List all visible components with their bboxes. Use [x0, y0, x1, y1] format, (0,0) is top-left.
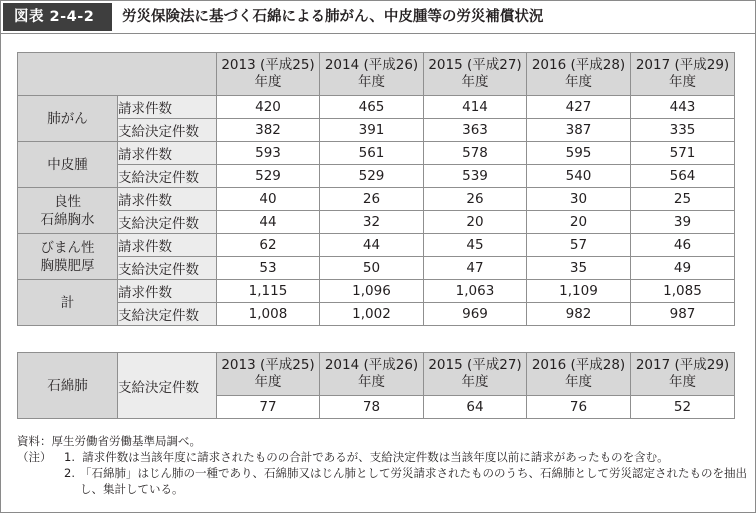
row-type-label: 支給決定件数 — [118, 211, 217, 234]
category-cell — [18, 234, 118, 280]
value-cell: 47 — [424, 257, 527, 280]
value-cell: 391 — [320, 119, 424, 142]
category-cell — [18, 142, 118, 188]
value-cell: 26 — [424, 188, 527, 211]
year-label: 2013 (平成25) — [221, 357, 315, 373]
fiscal-year-label: 年度 — [461, 74, 489, 90]
note-2-text: 「石綿肺」はじん肺の一種であり、石綿肺又はじん肺として労災請求されたもののうち、石綿肺として労災認定されたものを抽出し、集計している。 — [80, 466, 747, 496]
table-row — [18, 142, 735, 165]
value-cell: 64 — [424, 396, 527, 419]
value-cell: 987 — [631, 303, 735, 326]
value-cell: 529 — [217, 165, 320, 188]
year-header — [424, 353, 527, 396]
category-cell — [18, 280, 118, 326]
value-cell: 62 — [217, 234, 320, 257]
value-cell: 363 — [424, 119, 527, 142]
row-type-label: 請求件数 — [118, 234, 217, 257]
source-note: 資料：厚生労働省労働基準局調べ。 — [17, 434, 201, 448]
category-cell: 石綿肺 — [18, 353, 118, 419]
table-row — [18, 280, 735, 303]
value-cell: 561 — [320, 142, 424, 165]
value-cell: 540 — [527, 165, 631, 188]
value-cell: 593 — [217, 142, 320, 165]
value-cell: 46 — [631, 234, 735, 257]
value-cell: 539 — [424, 165, 527, 188]
value-cell: 414 — [424, 96, 527, 119]
category-cell — [18, 96, 118, 142]
year-label: 2014 (平成26) — [324, 57, 419, 73]
note-2-number: 2. — [64, 466, 75, 480]
header-row — [18, 353, 735, 396]
value-cell: 40 — [217, 188, 320, 211]
asbestosis-table — [17, 352, 735, 419]
note-2 — [17, 465, 747, 497]
value-cell: 564 — [631, 165, 735, 188]
fiscal-year-label: 年度 — [669, 74, 696, 90]
year-header — [217, 353, 320, 396]
value-cell: 52 — [631, 396, 735, 419]
table-body — [18, 96, 735, 326]
value-cell: 45 — [424, 234, 527, 257]
table-row — [18, 234, 735, 257]
table-row — [18, 188, 735, 211]
year-header — [631, 53, 735, 96]
category-label: 石綿胸水 — [40, 211, 95, 228]
value-cell: 49 — [631, 257, 735, 280]
figure-label: 図表 2-4-2 — [3, 3, 112, 31]
value-cell: 595 — [527, 142, 631, 165]
year-label: 2014 (平成26) — [324, 357, 419, 373]
value-cell: 387 — [527, 119, 631, 142]
value-cell: 35 — [527, 257, 631, 280]
value-cell: 1,063 — [424, 280, 527, 303]
table-row — [18, 96, 735, 119]
value-cell: 77 — [217, 396, 320, 419]
row-type-label: 支給決定件数 — [118, 119, 217, 142]
category-label: 良性 — [54, 193, 81, 210]
year-label: 2015 (平成27) — [428, 57, 522, 73]
value-cell: 1,109 — [527, 280, 631, 303]
value-cell: 26 — [320, 188, 424, 211]
row-type-label: 支給決定件数 — [118, 165, 217, 188]
value-cell: 78 — [320, 396, 424, 419]
value-cell: 1,115 — [217, 280, 320, 303]
value-cell: 335 — [631, 119, 735, 142]
header-row — [18, 53, 735, 96]
value-cell: 20 — [527, 211, 631, 234]
table-row — [18, 211, 735, 234]
value-cell: 382 — [217, 119, 320, 142]
header-corner — [18, 53, 217, 96]
value-cell: 1,008 — [217, 303, 320, 326]
value-cell: 44 — [320, 234, 424, 257]
value-cell: 427 — [527, 96, 631, 119]
table-row — [18, 257, 735, 280]
value-cell: 1,096 — [320, 280, 424, 303]
note-1-number: 1. — [64, 450, 75, 464]
compensation-table — [17, 52, 735, 326]
value-cell: 76 — [527, 396, 631, 419]
category-label: 中皮腫 — [47, 156, 88, 173]
value-cell: 420 — [217, 96, 320, 119]
note-1-text: 請求件数は当該年度に請求されたものの合計であるが、支給決定件数は当該年度以前に請求があったものを含む。 — [82, 450, 669, 464]
value-cell: 1,085 — [631, 280, 735, 303]
value-cell: 20 — [424, 211, 527, 234]
year-header — [320, 353, 424, 396]
value-cell: 39 — [631, 211, 735, 234]
category-cell — [18, 188, 118, 234]
note-lead: （注） — [17, 450, 52, 464]
category-label: 肺がん — [47, 110, 88, 127]
category-label: びまん性 — [40, 239, 95, 256]
year-header — [527, 353, 631, 396]
value-cell: 1,002 — [320, 303, 424, 326]
fiscal-year-label: 年度 — [254, 374, 282, 390]
fiscal-year-label: 年度 — [254, 74, 282, 90]
table-row — [18, 165, 735, 188]
year-header — [217, 53, 320, 96]
value-cell: 57 — [527, 234, 631, 257]
value-cell: 969 — [424, 303, 527, 326]
year-header — [320, 53, 424, 96]
notes — [17, 433, 747, 497]
fiscal-year-label: 年度 — [669, 374, 696, 390]
year-label: 2017 (平成29) — [635, 357, 730, 373]
row-type-label: 支給決定件数 — [118, 257, 217, 280]
fiscal-year-label: 年度 — [358, 374, 385, 390]
value-cell: 30 — [527, 188, 631, 211]
fiscal-year-label: 年度 — [565, 374, 592, 390]
fiscal-year-label: 年度 — [358, 74, 385, 90]
row-type-label: 支給決定件数 — [118, 303, 217, 326]
fiscal-year-label: 年度 — [565, 74, 592, 90]
year-label: 2016 (平成28) — [531, 357, 626, 373]
value-cell: 32 — [320, 211, 424, 234]
row-type-label: 請求件数 — [118, 142, 217, 165]
fiscal-year-label: 年度 — [461, 374, 489, 390]
row-type-label: 請求件数 — [118, 188, 217, 211]
value-cell: 529 — [320, 165, 424, 188]
category-label: 計 — [60, 294, 75, 311]
year-header — [631, 353, 735, 396]
year-label: 2015 (平成27) — [428, 357, 522, 373]
note-1 — [17, 449, 747, 465]
value-cell: 443 — [631, 96, 735, 119]
table-row — [18, 119, 735, 142]
title-bar — [1, 1, 755, 34]
value-cell: 571 — [631, 142, 735, 165]
row-type-label: 請求件数 — [118, 280, 217, 303]
figure-title: 労災保険法に基づく石綿による肺がん、中皮腫等の労災補償状況 — [122, 9, 544, 25]
value-cell: 982 — [527, 303, 631, 326]
year-label: 2016 (平成28) — [531, 57, 626, 73]
row-type-label: 支給決定件数 — [118, 353, 217, 419]
year-header — [527, 53, 631, 96]
value-cell: 44 — [217, 211, 320, 234]
year-label: 2017 (平成29) — [635, 57, 730, 73]
row-type-label: 請求件数 — [118, 96, 217, 119]
value-cell: 465 — [320, 96, 424, 119]
value-cell: 578 — [424, 142, 527, 165]
year-header — [424, 53, 527, 96]
year-label: 2013 (平成25) — [221, 57, 315, 73]
value-cell: 25 — [631, 188, 735, 211]
table-row — [18, 303, 735, 326]
category-label: 胸膜肥厚 — [40, 257, 95, 274]
value-cell: 53 — [217, 257, 320, 280]
value-cell: 50 — [320, 257, 424, 280]
